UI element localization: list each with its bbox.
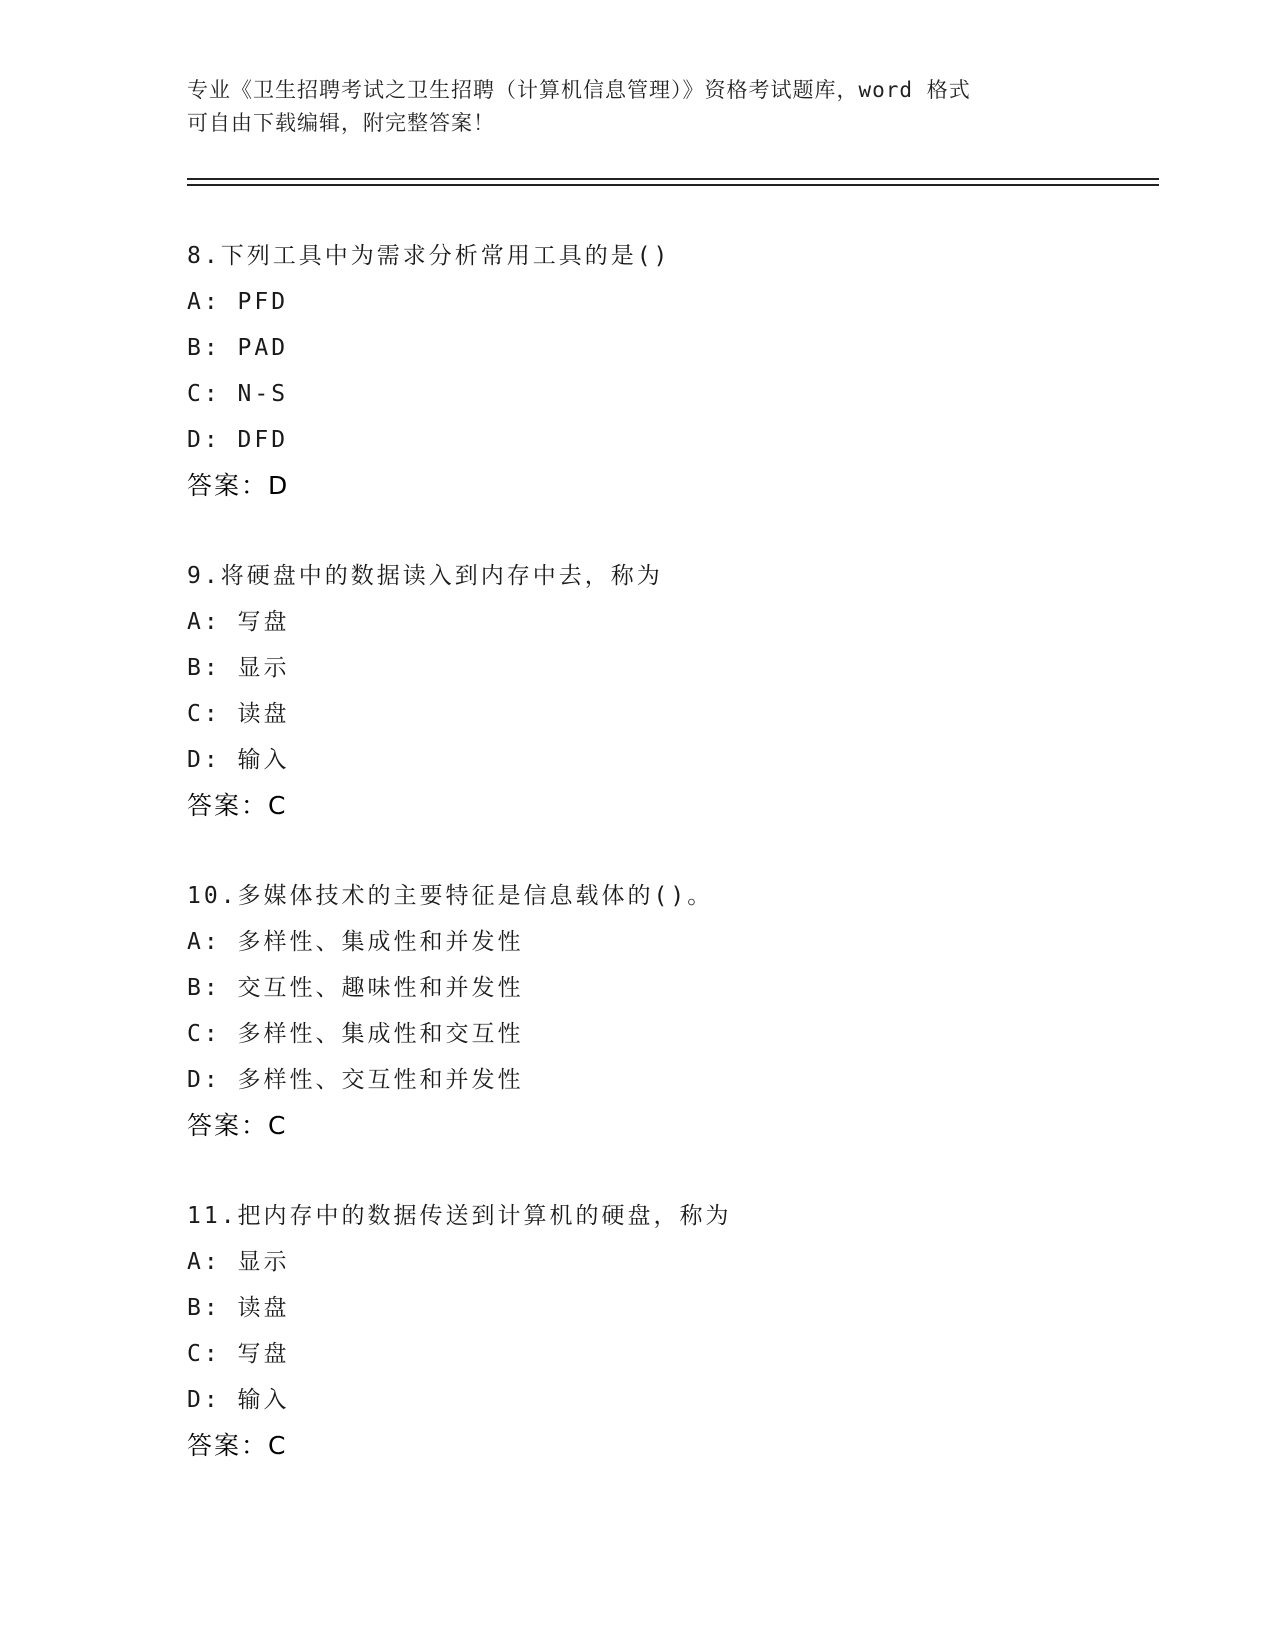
option-a: A: 显示	[187, 1249, 290, 1275]
header-divider-bottom	[187, 184, 1159, 186]
answer-value: C	[268, 1431, 286, 1460]
question-title: 8.下列工具中为需求分析常用工具的是()	[187, 243, 671, 269]
option-a: A: PFD	[187, 289, 289, 315]
option-d: D: 多样性、交互性和并发性	[187, 1067, 524, 1093]
question-8	[187, 233, 1137, 509]
answer-label: 答案：	[187, 1111, 269, 1140]
header-divider-top	[187, 178, 1159, 180]
answer-line	[187, 1423, 1137, 1469]
answer-label: 答案：	[187, 791, 269, 820]
question-11	[187, 1193, 1137, 1469]
option-b: B: 显示	[187, 655, 290, 681]
header-line-2: 可自由下载编辑，附完整答案！	[187, 111, 495, 135]
answer-line	[187, 463, 1137, 509]
option-c: C: N-S	[187, 381, 289, 407]
answer-line	[187, 1103, 1137, 1149]
option-d: D: DFD	[187, 427, 289, 453]
question-title: 10.多媒体技术的主要特征是信息载体的()。	[187, 883, 714, 909]
answer-value: D	[268, 471, 288, 500]
option-b: B: PAD	[187, 335, 289, 361]
question-9	[187, 553, 1137, 829]
option-d: D: 输入	[187, 747, 290, 773]
option-c: C: 多样性、集成性和交互性	[187, 1021, 524, 1047]
option-b: B: 读盘	[187, 1295, 290, 1321]
answer-value: C	[268, 1111, 286, 1140]
option-c: C: 读盘	[187, 701, 290, 727]
option-b: B: 交互性、趣味性和并发性	[187, 975, 524, 1001]
answer-label: 答案：	[187, 1431, 269, 1460]
header-line-1: 专业《卫生招聘考试之卫生招聘（计算机信息管理）》资格考试题库，word 格式	[187, 78, 971, 102]
option-a: A: 多样性、集成性和并发性	[187, 929, 524, 955]
answer-value: C	[268, 791, 286, 820]
document-header	[187, 74, 1087, 140]
option-d: D: 输入	[187, 1387, 290, 1413]
option-c: C: 写盘	[187, 1341, 290, 1367]
question-10	[187, 873, 1137, 1149]
answer-label: 答案：	[187, 471, 269, 500]
answer-line	[187, 783, 1137, 829]
question-title: 11.把内存中的数据传送到计算机的硬盘，称为	[187, 1203, 732, 1229]
option-a: A: 写盘	[187, 609, 290, 635]
question-title: 9.将硬盘中的数据读入到内存中去，称为	[187, 563, 663, 589]
